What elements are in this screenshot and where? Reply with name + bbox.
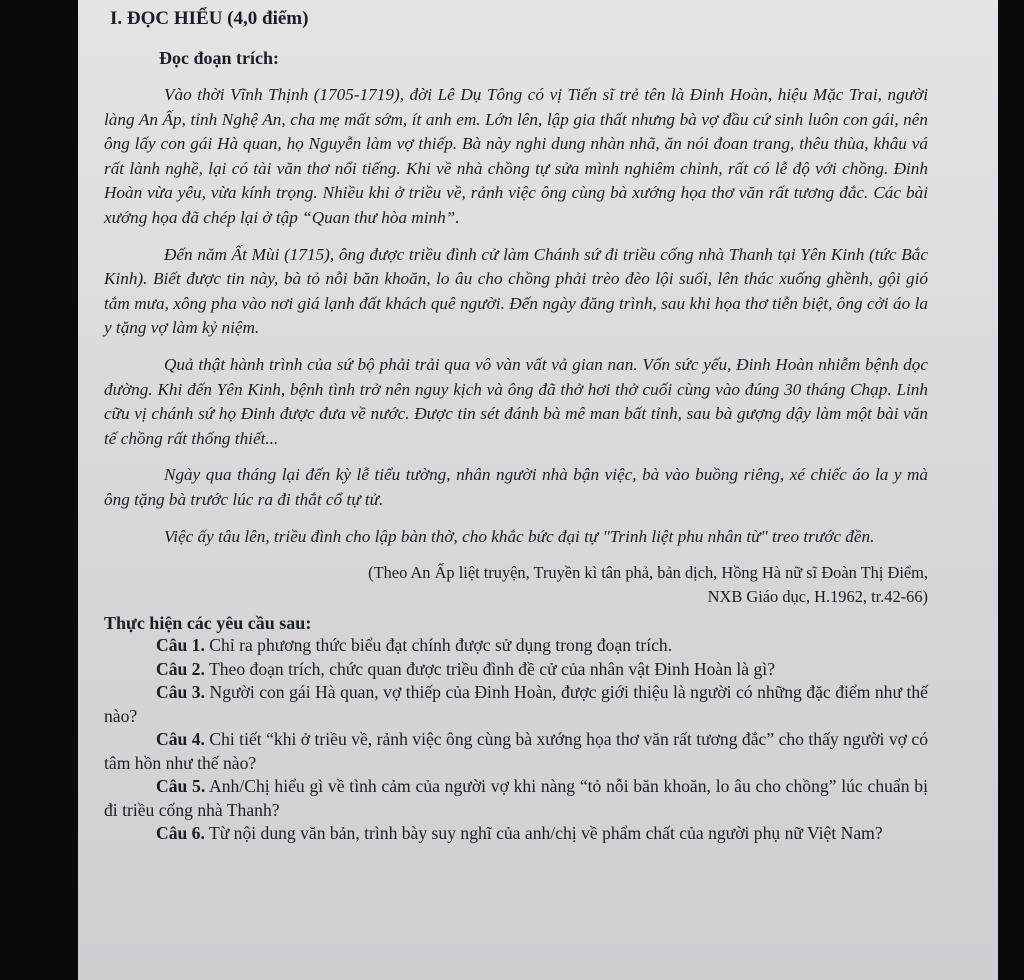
question-label: Câu 6. — [156, 823, 205, 844]
question-6 — [104, 822, 928, 846]
question-text: Anh/Chị hiểu gì về tình cảm của người vợ khi nàng “tỏ nỗi băn khoăn, lo âu cho chồng” lúc chuẩn bị đi triều cống nhà Thanh? — [104, 776, 928, 820]
question-text: Theo đoạn trích, chức quan được triều đình đề cử của nhân vật Đinh Hoàn là gì? — [208, 658, 776, 679]
exam-paper — [78, 0, 998, 980]
passage — [104, 83, 928, 549]
source-line-2: NXB Giáo dục, H.1962, tr.42-66) — [707, 587, 928, 607]
question-5 — [104, 775, 928, 822]
question-text: Từ nội dung văn bản, trình bày suy nghĩ của anh/chị về phẩm chất của người phụ nữ Việt Nam? — [208, 823, 883, 844]
passage-paragraph-1: Vào thời Vĩnh Thịnh (1705-1719), đời Lê Dụ Tông có vị Tiến sĩ trẻ tên là Đinh Hoàn, hiệu Mặc Trai, người làng An Ấp, tỉnh Nghệ An, cha mẹ mất sớm, ít anh em. Lớn lên, lập gia thất nhưng bà vợ đầu cứ sinh luôn con gái, nên ông lấy con gái Hà quan, họ Nguyễn làm vợ thiếp. Bà này nghi dung nhàn nhã, ăn nói đoan trang, thêu thùa, khâu vá rất lành nghề, lại có tài văn thơ nổi tiếng. Khi về nhà chồng tự sửa mình nghiêm chỉnh, rất có lễ độ với chồng. Đinh Hoàn vừa yêu, vừa kính trọng. Nhiều khi ở triều về, rảnh việc ông cùng bà xướng họa thơ văn rất tương đắc. Các bài xướng họa đã chép lại ở tập “Quan thư hòa minh”. — [104, 85, 928, 227]
question-list — [104, 634, 928, 846]
tasks-heading: Thực hiện các yêu cầu sau: — [104, 613, 312, 634]
question-label: Câu 2. — [156, 658, 205, 679]
source-line-1: (Theo An Ấp liệt truyện, Truyền kì tân phả, bản dịch, Hồng Hà nữ sĩ Đoàn Thị Điểm, — [368, 563, 928, 583]
question-label: Câu 4. — [156, 729, 205, 750]
question-3 — [104, 681, 928, 728]
question-4 — [104, 728, 928, 775]
question-text: Người con gái Hà quan, vợ thiếp của Đinh Hoàn, được giới thiệu là người có những đặc điểm như thế nào? — [104, 682, 928, 726]
passage-paragraph-4: Ngày qua tháng lại đến kỳ lễ tiểu tường, nhân người nhà bận việc, bà vào buồng riêng, xé chiếc áo la y mà ông tặng bà trước lúc ra đi thắt cổ tự tử. — [104, 465, 928, 509]
passage-heading: Đọc đoạn trích: — [159, 48, 279, 68]
question-text: Chỉ ra phương thức biểu đạt chính được sử dụng trong đoạn trích. — [209, 635, 673, 656]
question-label: Câu 1. — [156, 635, 205, 656]
passage-paragraph-2: Đến năm Ất Mùi (1715), ông được triều đình cử làm Chánh sứ đi triều cống nhà Thanh tại Yên Kinh (tức Bắc Kinh). Biết được tin này, bà tỏ nỗi băn khoăn, lo âu cho chồng phải trèo đèo lội suối, lên thác xuống ghềnh, gội gió tắm mưa, xông pha vào nơi giá lạnh đất khách quê người. Đến ngày đăng trình, sau khi họa thơ tiễn biệt, ông cởi áo la y tặng vợ làm kỷ niệm. — [104, 244, 928, 338]
question-1 — [104, 634, 928, 658]
question-label: Câu 5. — [156, 776, 206, 797]
passage-paragraph-5: Việc ấy tâu lên, triều đình cho lập bàn thờ, cho khắc bức đại tự "Trinh liệt phu nhân từ" treo trước đền. — [164, 526, 875, 546]
question-2 — [104, 658, 928, 682]
question-text: Chi tiết “khi ở triều về, rảnh việc ông cùng bà xướng họa thơ văn rất tương đắc” cho thấy người vợ có tâm hồn như thế nào? — [104, 729, 928, 773]
question-label: Câu 3. — [156, 682, 205, 703]
section-title: I. ĐỌC HIỂU (4,0 điểm) — [110, 8, 309, 29]
passage-paragraph-3: Quả thật hành trình của sứ bộ phải trải qua vô vàn vất vả gian nan. Vốn sức yếu, Đinh Hoàn nhiễm bệnh dọc đường. Khi đến Yên Kinh, bệnh tình trở nên nguy kịch và ông đã thở hơi thở cuối cùng vào đúng 30 tháng Chạp. Linh cữu vị chánh sứ họ Đinh được đưa về nước. Được tin sét đánh bà mê man bất tỉnh, sau bà gượng dậy làm một bài văn tế chồng rất thống thiết... — [104, 354, 928, 448]
source-citation — [104, 561, 928, 609]
